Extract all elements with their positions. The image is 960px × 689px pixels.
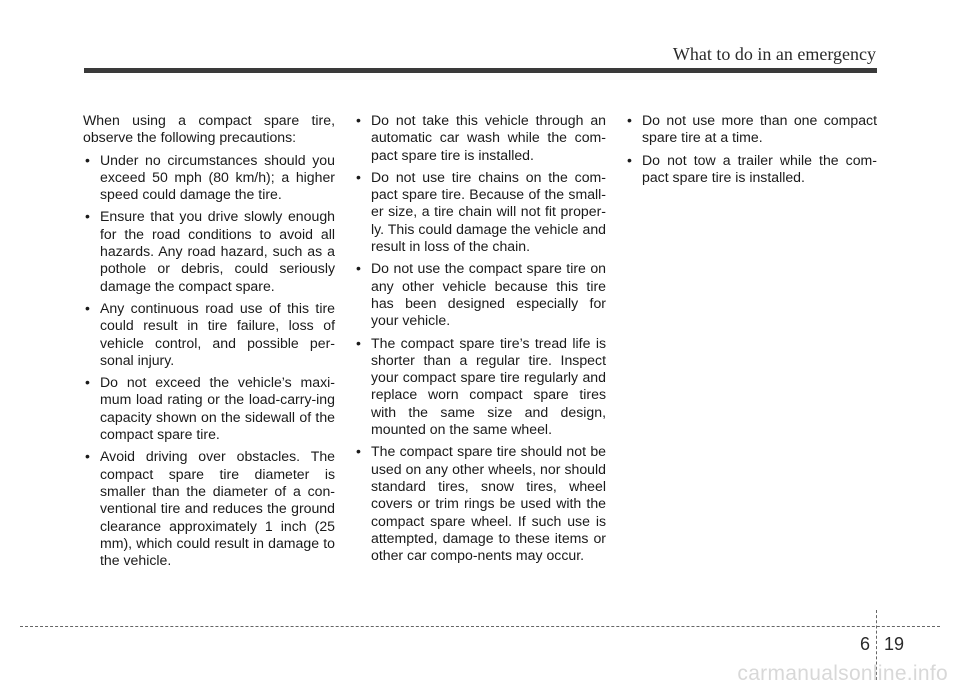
intro-paragraph: When using a compact spare tire, observe the following precautions: bbox=[83, 112, 335, 146]
header-rule bbox=[84, 68, 877, 73]
list-item: • Avoid driving over obstacles. The compact spare tire diameter is smaller than the diameter of a con-ventional tire and reduces the ground clearance approximately 1 inch (25 mm), which could result in damage to the vehicle. bbox=[83, 448, 335, 569]
precautions-list-3 bbox=[625, 112, 877, 186]
list-item: • Do not tow a trailer while the com-pact spare tire is installed. bbox=[625, 152, 877, 187]
list-item: • Any continuous road use of this tire could result in tire failure, loss of vehicle control, and possible per-sonal injury. bbox=[83, 300, 335, 369]
list-item: • Do not take this vehicle through an automatic car wash while the com-pact spare tire is installed. bbox=[354, 112, 606, 164]
list-item: • Do not use more than one compact spare tire at a time. bbox=[625, 112, 877, 147]
list-item: • Ensure that you drive slowly enough for the road conditions to avoid all hazards. Any road hazard, such as a pothole or debris, could seriously damage the compact spare. bbox=[83, 208, 335, 294]
column-1 bbox=[83, 112, 335, 574]
precautions-list-2 bbox=[354, 112, 606, 564]
precautions-list-1 bbox=[83, 152, 335, 570]
list-item: • Do not exceed the vehicle’s maxi-mum load rating or the load-carry-ing capacity shown on the sidewall of the compact spare tire. bbox=[83, 374, 335, 443]
column-2 bbox=[354, 112, 606, 569]
list-item: • Do not use tire chains on the com-pact spare tire. Because of the small-er size, a tire chain will not fit proper-ly. This could damage the vehicle and result in loss of the chain. bbox=[354, 169, 606, 255]
page-number: 19 bbox=[884, 634, 905, 654]
list-item: • The compact spare tire should not be used on any other wheels, nor should standard tires, snow tires, wheel covers or trim rings be used with the compact spare wheel. If such use is attempted, damage to these items or other car compo-nents may occur. bbox=[354, 443, 606, 564]
watermark: carmanualsonline.info bbox=[737, 662, 948, 685]
list-item: • Under no circumstances should you exceed 50 mph (80 km/h); a higher speed could damage the tire. bbox=[83, 152, 335, 204]
chapter-number: 6 bbox=[859, 634, 870, 654]
section-title: What to do in an emergency bbox=[672, 44, 876, 64]
footer-divider bbox=[20, 626, 940, 627]
column-3 bbox=[625, 112, 877, 191]
list-item: • Do not use the compact spare tire on any other vehicle because this tire has been designed especially for your vehicle. bbox=[354, 260, 606, 329]
list-item: • The compact spare tire’s tread life is shorter than a regular tire. Inspect your compact spare tire regularly and replace worn compact spare tires with the same size and design, mounted on the same wheel. bbox=[354, 335, 606, 439]
